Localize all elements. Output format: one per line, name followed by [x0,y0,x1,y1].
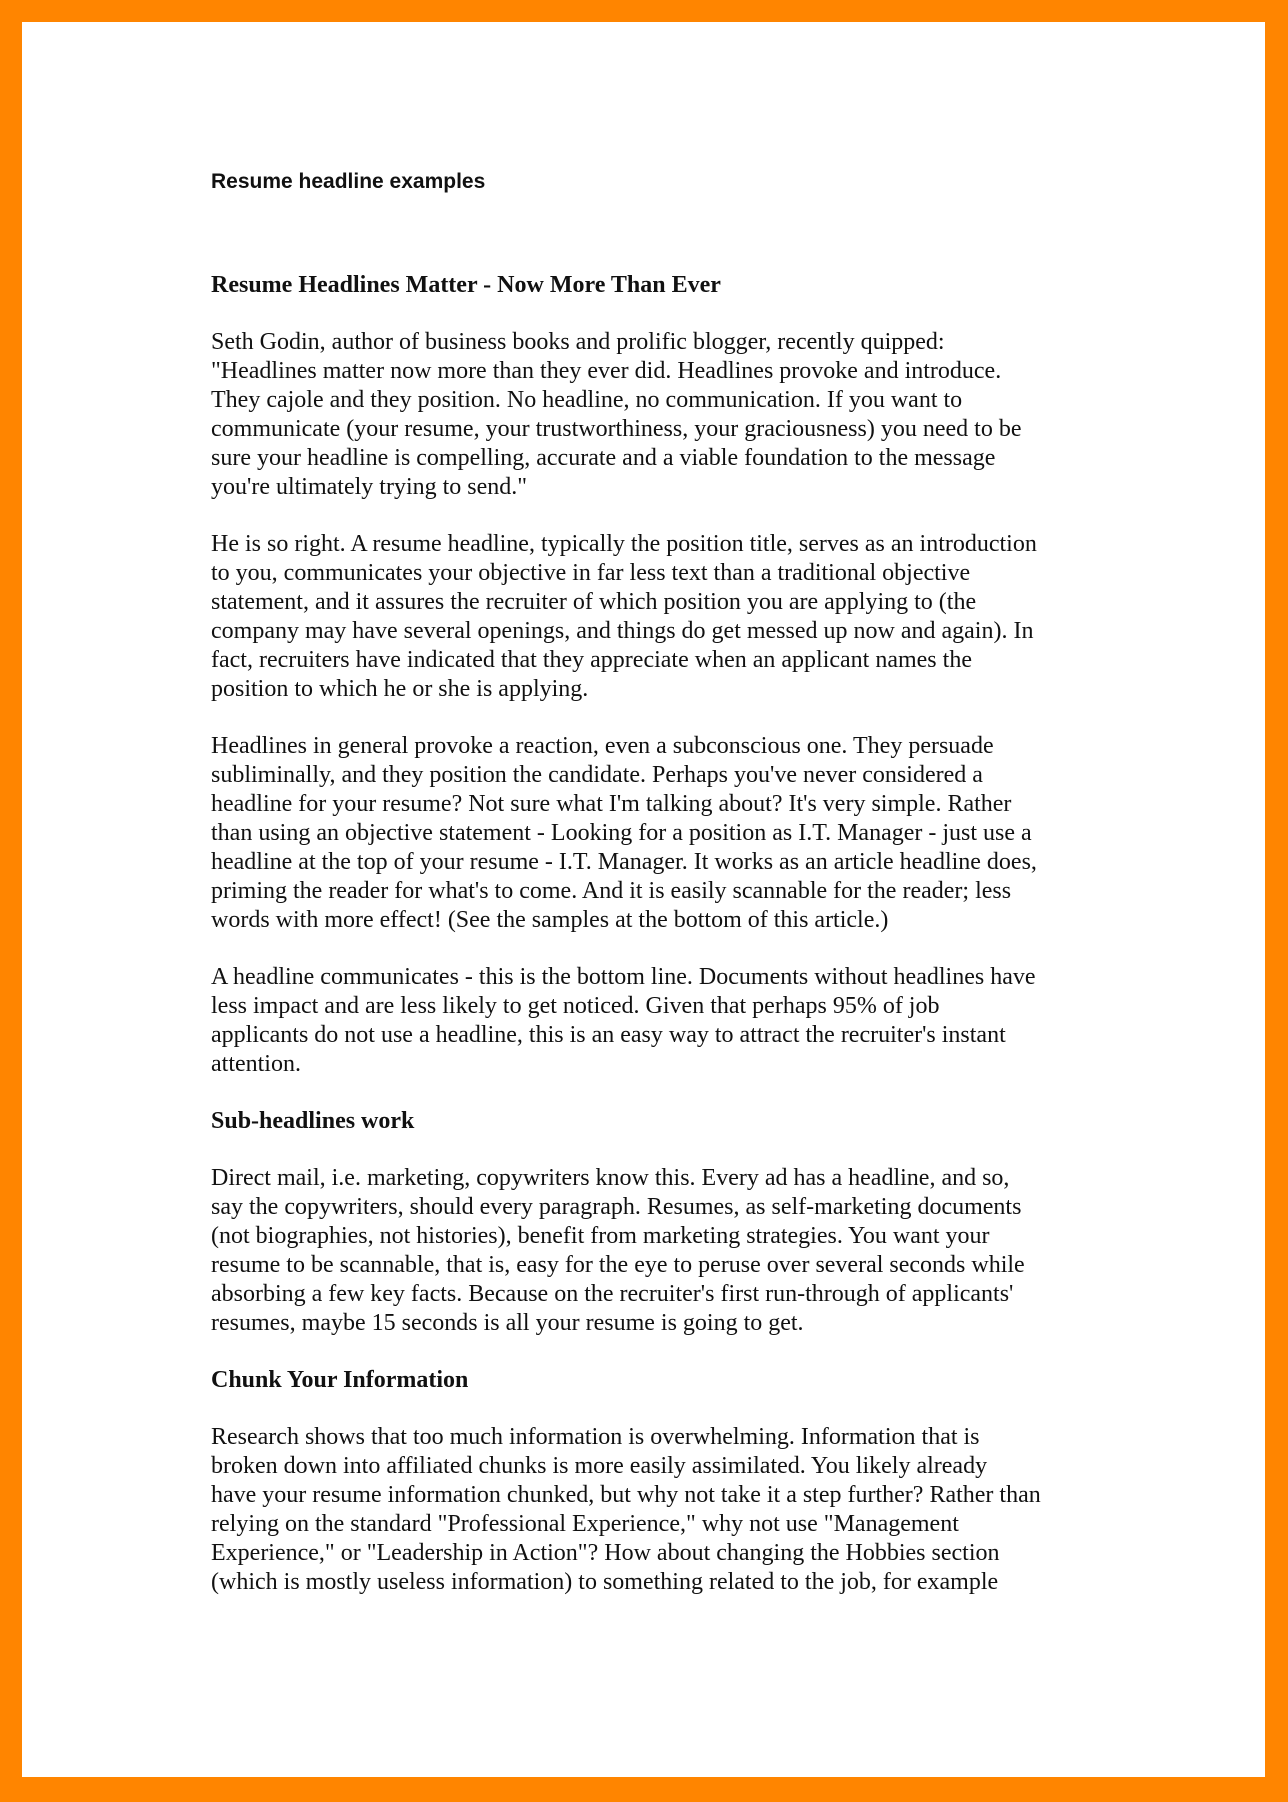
paragraph-line: Seth Godin, author of business books and prolific blogger, recently quipped: [211,329,945,355]
paragraph-line: resumes, maybe 15 seconds is all your resume is going to get. [211,1310,804,1336]
paragraph-line: position to which he or she is applying. [211,676,589,702]
paragraph-line: words with more effect! (See the samples at the bottom of this article.) [211,907,889,933]
paragraph-line: sure your headline is compelling, accurate and a viable foundation to the message [211,445,996,471]
paragraph-line: priming the reader for what's to come. And it is easily scannable for the reader; less [211,878,1012,904]
paragraph-line: Experience," or "Leadership in Action"? How about changing the Hobbies section [211,1540,1000,1566]
document-title: Resume headline examples [211,170,486,193]
document-page [22,22,1265,1777]
document-body [211,169,1111,1597]
paragraph-gap [211,935,1111,963]
paragraph-line: subliminally, and they position the candidate. Perhaps you've never considered a [211,762,983,788]
paragraph-gap [211,1395,1111,1423]
paragraph-line: applicants do not use a headline, this is an easy way to attract the recruiter's instant [211,1022,1006,1048]
section-heading: Resume Headlines Matter - Now More Than Ever [211,272,721,298]
paragraph-line: headline for your resume? Not sure what I'm talking about? It's very simple. Rather [211,791,1012,817]
paragraph [211,1423,1111,1597]
paragraph-line: He is so right. A resume headline, typically the position title, serves as an introduction [211,531,1037,557]
paragraph-gap [211,1136,1111,1164]
paragraph-line: you're ultimately trying to send." [211,474,528,500]
paragraph-line: fact, recruiters have indicated that they appreciate when an applicant names the [211,647,972,673]
paragraph-line: less impact and are less likely to get noticed. Given that perhaps 95% of job [211,993,940,1019]
paragraph-line: (which is mostly useless information) to something related to the job, for example [211,1569,999,1595]
paragraph-line: attention. [211,1051,301,1077]
paragraph-gap [211,704,1111,732]
paragraph-line: relying on the standard "Professional Experience," why not use "Management [211,1511,959,1537]
paragraph-line: have your resume information chunked, but why not take it a step further? Rather than [211,1482,1041,1508]
paragraph [211,328,1111,502]
paragraph [211,963,1111,1079]
paragraph-line: Research shows that too much information is overwhelming. Information that is [211,1424,980,1450]
paragraph [211,732,1111,935]
paragraph-line: A headline communicates - this is the bottom line. Documents without headlines have [211,964,1036,990]
paragraph-line: than using an objective statement - Looking for a position as I.T. Manager - just use a [211,820,1032,846]
paragraph-line: They cajole and they position. No headline, no communication. If you want to [211,387,963,413]
paragraph-line: (not biographies, not histories), benefit from marketing strategies. You want your [211,1223,990,1249]
paragraph-line: communicate (your resume, your trustworthiness, your graciousness) you need to be [211,416,1022,442]
paragraph-line: Direct mail, i.e. marketing, copywriters know this. Every ad has a headline, and so, [211,1165,1010,1191]
paragraph-gap [211,300,1111,328]
paragraph-line: company may have several openings, and things do get messed up now and again). In [211,618,1034,644]
paragraph-gap [211,502,1111,530]
section-heading: Chunk Your Information [211,1367,469,1393]
paragraph-line: to you, communicates your objective in far less text than a traditional objective [211,560,971,586]
paragraph-line: say the copywriters, should every paragraph. Resumes, as self-marketing documents [211,1194,1022,1220]
paragraph-line: headline at the top of your resume - I.T. Manager. It works as an article headline does, [211,849,1037,875]
paragraph [211,1164,1111,1338]
paragraph-line: broken down into affiliated chunks is more easily assimilated. You likely already [211,1453,988,1479]
document-blocks [211,271,1111,1597]
paragraph-line: absorbing a few key facts. Because on the recruiter's first run-through of applicants' [211,1281,1014,1307]
paragraph-gap [211,1079,1111,1107]
spacer [211,195,1111,271]
paragraph [211,530,1111,704]
paragraph-gap [211,1338,1111,1366]
paragraph-line: statement, and it assures the recruiter of which position you are applying to (the [211,589,977,615]
paragraph-line: Headlines in general provoke a reaction, even a subconscious one. They persuade [211,733,994,759]
section-heading: Sub-headlines work [211,1108,415,1134]
paragraph-line: resume to be scannable, that is, easy for the eye to peruse over several seconds while [211,1252,1025,1278]
paragraph-line: "Headlines matter now more than they ever did. Headlines provoke and introduce. [211,358,1002,384]
